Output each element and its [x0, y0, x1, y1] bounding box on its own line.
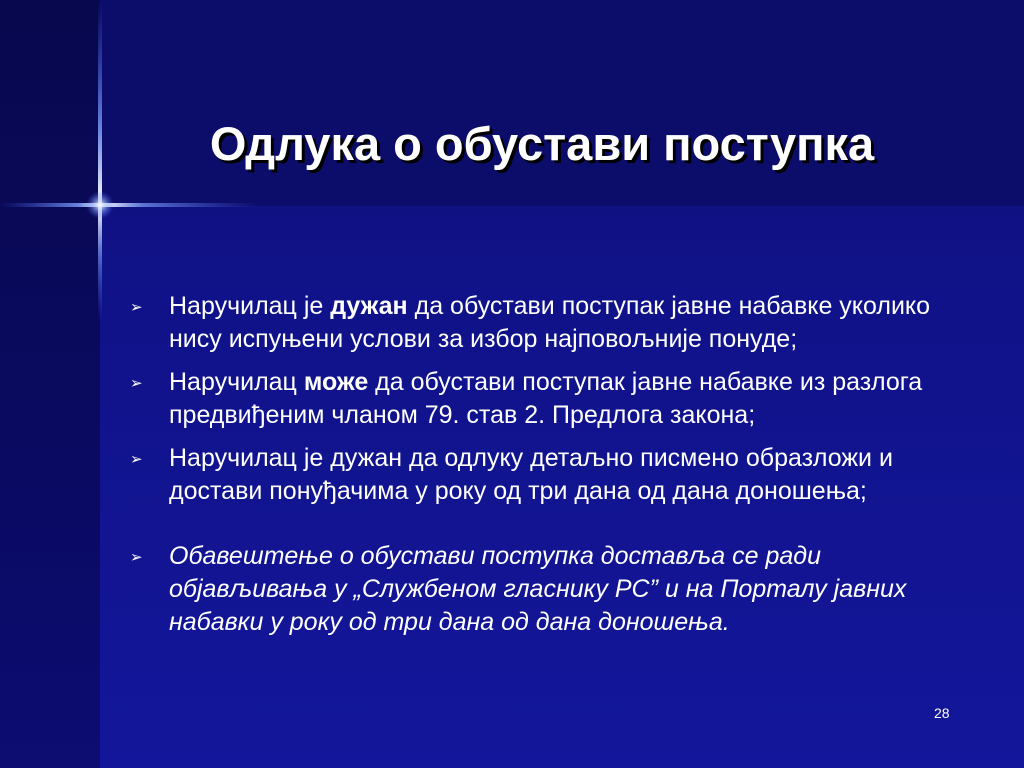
- bullet-item: [128, 290, 958, 356]
- bullet-text: Наручилац може да обустави поступак јавне набавке из разлога предвиђеним чланом 79. став 2. Предлога закона;: [169, 368, 923, 429]
- arrow-bullet-icon: ➢: [130, 299, 143, 316]
- arrow-bullet-icon: ➢: [130, 451, 143, 468]
- bullet-item: [128, 366, 958, 432]
- emphasis-text: дужан: [330, 292, 408, 320]
- arrow-bullet-icon: ➢: [130, 549, 143, 566]
- slide-title: Одлука о обустави поступка: [209, 117, 875, 170]
- bullet-text: Наручилац је дужан да одлуку детаљно писмено образложи и достави понуђачима у року од три дана од дана доношења;: [169, 444, 893, 505]
- bullet-text: Наручилац је дужан да обустави поступак јавне набавке уколико нису испуњени услови за избор најповољније понуде;: [169, 292, 931, 353]
- page-number: 28: [934, 705, 950, 721]
- bullet-item: [128, 540, 958, 639]
- bullet-list: [128, 290, 958, 649]
- bullet-item: [128, 442, 958, 508]
- bullet-text: Обавештење о обустави поступка доставља се ради објављивања у „Службеном гласнику РС” и на Порталу јавних набавки у року од три дана од дана доношења.: [169, 542, 907, 636]
- arrow-bullet-icon: ➢: [130, 375, 143, 392]
- emphasis-text: може: [303, 368, 369, 396]
